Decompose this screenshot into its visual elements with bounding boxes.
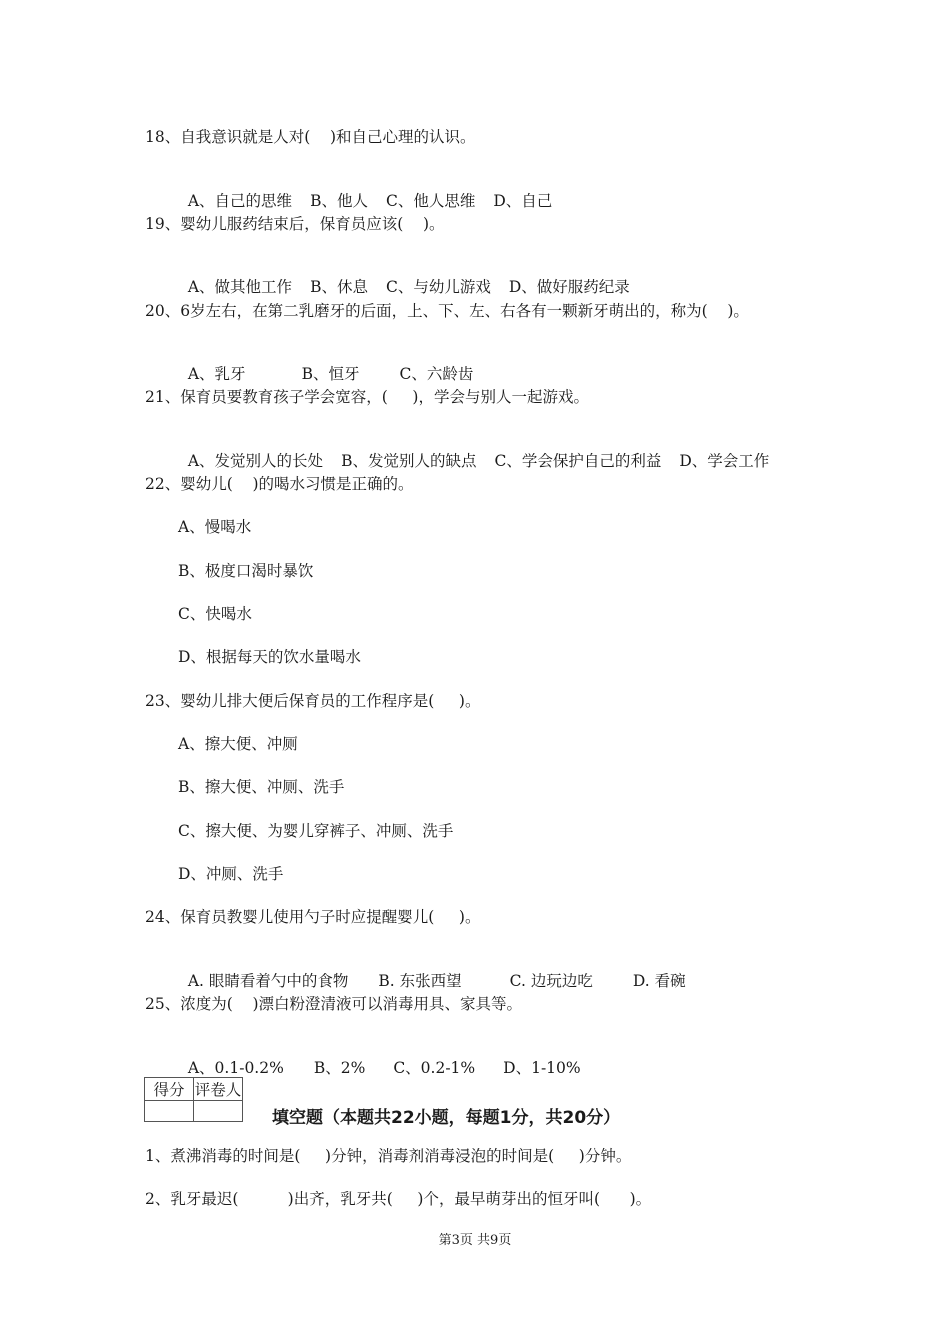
grader-cell [194, 1101, 243, 1122]
option-c: C. 边玩边吃 [509, 972, 593, 990]
grader-header: 评卷人 [194, 1078, 243, 1101]
option-d: D. 看碗 [632, 972, 686, 990]
question-22: 22、婴幼儿( )的喝水习惯是正确的。 [145, 475, 414, 493]
option-b: B、2% [313, 1059, 366, 1077]
question-24: 24、保育员教婴儿使用勺子时应提醒婴儿( )。 [145, 908, 481, 926]
option-d: D、学会工作 [679, 452, 770, 470]
option-d: D、自己 [493, 192, 553, 210]
question-22-option-a: A、慢喝水 [178, 518, 252, 536]
option-d: D、做好服药纪录 [508, 278, 630, 296]
option-a: A、0.1-0.2% [187, 1059, 284, 1077]
question-18-options [178, 171, 570, 211]
option-c: C、与幼儿游戏 [385, 278, 491, 296]
option-a: A、发觉别人的长处 [187, 452, 324, 470]
page-footer: 第3页 共9页 [438, 1233, 512, 1248]
question-19: 19、婴幼儿服药结束后，保育员应该( )。 [145, 215, 445, 233]
question-23-option-d: D、冲厕、洗手 [178, 865, 284, 883]
question-22-option-d: D、根据每天的饮水量喝水 [178, 648, 361, 666]
question-18: 18、自我意识就是人对( )和自己心理的认识。 [145, 128, 476, 146]
option-a: A、自己的思维 [187, 192, 293, 210]
question-25-options [178, 1038, 599, 1078]
question-20-options [178, 344, 491, 384]
score-cell [145, 1101, 194, 1122]
option-c: C、他人思维 [385, 192, 476, 210]
option-b: B、发觉别人的缺点 [341, 452, 477, 470]
score-table [144, 1077, 243, 1122]
score-header: 得分 [145, 1078, 194, 1101]
section-title: 填空题（本题共22小题，每题1分，共20分） [272, 1108, 621, 1128]
question-25: 25、浓度为( )漂白粉澄清液可以消毒用具、家具等。 [145, 995, 523, 1013]
option-c: C、0.2-1% [393, 1059, 476, 1077]
option-b: B、他人 [310, 192, 368, 210]
question-23: 23、婴幼儿排大便后保育员的工作程序是( )。 [145, 692, 481, 710]
option-b: B、休息 [310, 278, 368, 296]
fill-blank-1: 1、煮沸消毒的时间是( )分钟，消毒剂消毒浸泡的时间是( )分钟。 [145, 1147, 632, 1165]
option-a: A、做其他工作 [187, 278, 293, 296]
option-d: D、1-10% [503, 1059, 581, 1077]
question-23-option-c: C、擦大便、为婴儿穿裤子、冲厕、洗手 [178, 822, 454, 840]
question-23-option-b: B、擦大便、冲厕、洗手 [178, 778, 345, 796]
question-23-option-a: A、擦大便、冲厕 [178, 735, 298, 753]
option-b: B、恒牙 [301, 365, 360, 383]
question-21-options [178, 431, 787, 471]
fill-blank-2: 2、乳牙最迟( )出齐，乳牙共( )个，最早萌芽出的恒牙叫( )。 [145, 1190, 652, 1208]
option-a: A、乳牙 [187, 365, 246, 383]
question-19-options [178, 257, 648, 297]
question-24-options [178, 951, 704, 991]
question-21: 21、保育员要教育孩子学会宽容，( )，学会与别人一起游戏。 [145, 388, 589, 406]
question-20: 20、6岁左右，在第二乳磨牙的后面，上、下、左、右各有一颗新牙萌出的，称为( )。 [145, 302, 749, 320]
option-c: C、六龄齿 [399, 365, 474, 383]
option-b: B. 东张西望 [378, 972, 462, 990]
question-22-option-b: B、极度口渴时暴饮 [178, 562, 314, 580]
option-c: C、学会保护自己的利益 [494, 452, 662, 470]
option-a: A. 眼睛看着勺中的食物 [187, 972, 349, 990]
question-22-option-c: C、快喝水 [178, 605, 252, 623]
